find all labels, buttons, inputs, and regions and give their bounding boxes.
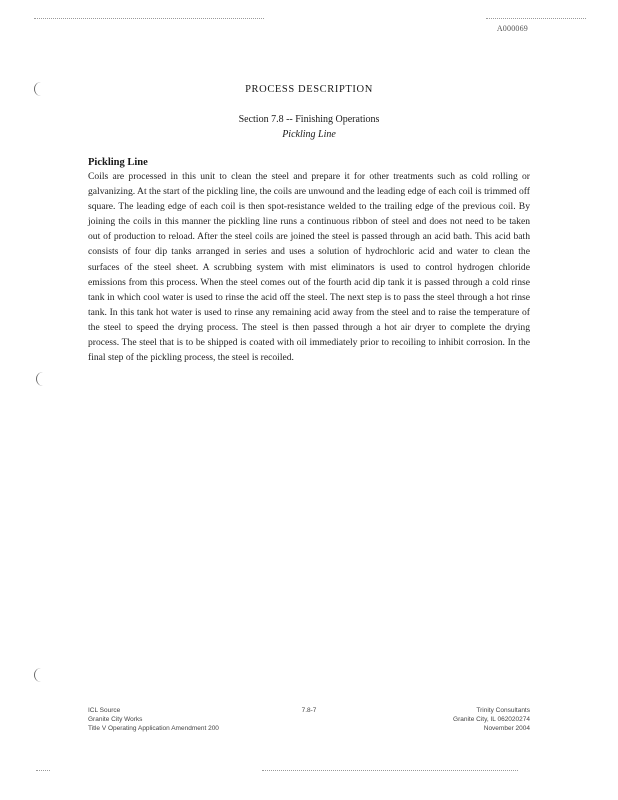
scan-dots-bottom-left: [36, 770, 50, 771]
punch-hole-mark: [36, 372, 47, 386]
footer-right-line: Trinity Consultants: [476, 707, 530, 714]
page-number: 7.8-7: [301, 707, 317, 714]
subsection-title: Pickling Line: [282, 129, 336, 140]
scan-dots-bottom-center: [262, 770, 518, 771]
footer-left-line: ICL Source: [88, 707, 121, 714]
scan-dots-top-left: [34, 18, 264, 19]
page-title: PROCESS DESCRIPTION: [245, 84, 373, 95]
footer-left-line: Granite City Works: [88, 716, 143, 723]
footer-right-block: [453, 706, 530, 733]
paragraph-heading: Pickling Line: [88, 157, 148, 168]
scan-dots-top-right: [486, 18, 586, 19]
punch-hole-mark: [34, 668, 45, 682]
footer-left-line: Title V Operating Application Amendment 200: [88, 725, 219, 732]
body-paragraph: Coils are processed in this unit to clean the steel and prepare it for other treatments such as cold rolling or galvanizing. At the start of the pickling line, the coils are unwound and the leading edge of each coil is trimmed off square. The leading edge of each coil is then spot-resistance welded to the trailing edge of the previous coil. By joining the coils in this manner the pickling line runs a continuous ribbon of steel and does not need to be taken out of production to reload. After the steel coils are joined the steel is passed through an acid bath. This acid bath consists of four dip tanks arranged in series and uses a solution of hydrochloric acid and water to clean the surfaces of the steel sheet. A scrubbing system with mist eliminators is used to control hydrogen chloride emissions from this process. When the steel comes out of the fourth acid dip tank it is passed through a cold rinse tank in which cool water is used to rinse the acid off the steel. The next step is to pass the steel through a hot rinse tank. In this tank hot water is used to rinse any remaining acid away from the steel and to raise the temperature of the steel to speed the drying process. The steel is then passed through a hot air dryer to complete the drying process. The steel that is to be shipped is coated with oil immediately prior to recoiling to inhibit corrosion. In the final step of the pickling process, the steel is recoiled.: [88, 171, 530, 364]
section-title: Section 7.8 -- Finishing Operations: [238, 114, 380, 125]
footer-right-line: November 2004: [483, 725, 530, 732]
document-id: A000069: [496, 24, 528, 33]
footer-right-line: Granite City, IL 062020274: [453, 716, 530, 723]
